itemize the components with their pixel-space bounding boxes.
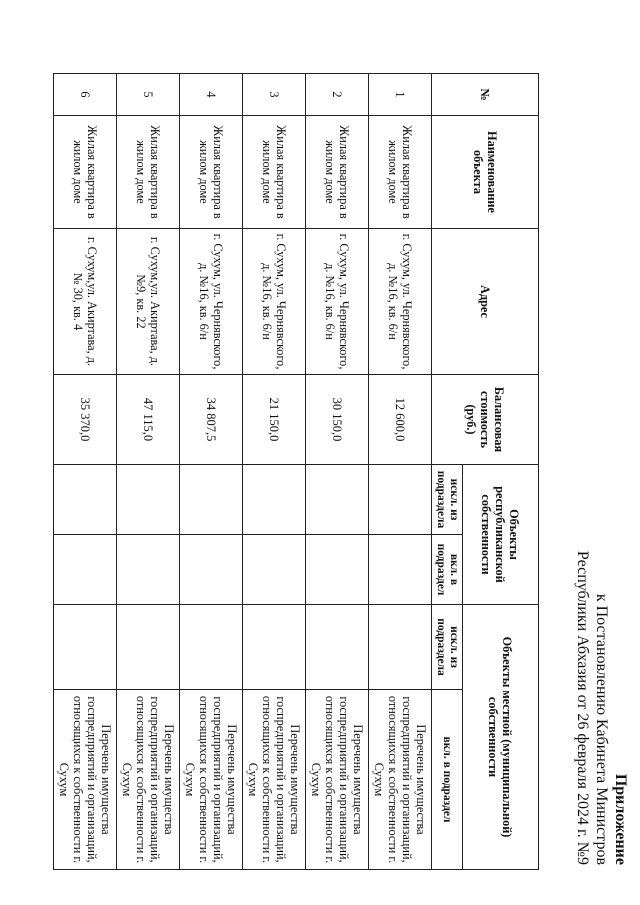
cell-no: 4: [180, 74, 243, 116]
cell-address: г. Сухум,ул. Акиртава, д. №9, кв. 22: [117, 229, 180, 375]
cell-rep-incl: [369, 535, 432, 605]
col-header-cost: Балансовая стоимость (руб.): [432, 375, 539, 465]
cell-rep-incl: [54, 535, 117, 605]
cell-mun-excl: [117, 605, 180, 690]
cell-no: 2: [306, 74, 369, 116]
cell-rep-incl: [306, 535, 369, 605]
cell-name: Жилая квартира в жилом доме: [243, 116, 306, 229]
cell-mun-excl: [306, 605, 369, 690]
cell-rep-excl: [117, 465, 180, 535]
col-header-rep-incl: вкл. в подраздел: [432, 535, 463, 605]
table-row: [243, 74, 306, 870]
table-row: [306, 74, 369, 870]
col-header-rep-excl: искл. из подраздела: [432, 465, 463, 535]
col-header-mun-excl: искл. из подраздела: [432, 605, 463, 690]
cell-mun-incl: Перечень имущества госпредприятий и организаций, относящихся к собственности г. Сухум: [243, 690, 306, 870]
cell-mun-incl: Перечень имущества госпредприятий и организаций, относящихся к собственности г. Сухум: [369, 690, 432, 870]
cell-cost: 12 600,0: [369, 375, 432, 465]
col-header-mun-incl: вкл. в подраздел: [432, 690, 463, 870]
appendix-title: Приложение: [612, 773, 629, 865]
cell-rep-excl: [369, 465, 432, 535]
col-header-address: Адрес: [432, 229, 539, 375]
cell-cost: 30 150,0: [306, 375, 369, 465]
table-row: [54, 74, 117, 870]
cell-name: Жилая квартира в жилом доме: [180, 116, 243, 229]
cell-cost: 34 807,5: [180, 375, 243, 465]
cell-mun-incl: Перечень имущества госпредприятий и организаций, относящихся к собственности г. Сухум: [54, 690, 117, 870]
cell-rep-incl: [117, 535, 180, 605]
cell-address: г. Сухум, ул. Чернявского, д. №16, кв. 6/н: [243, 229, 306, 375]
cell-rep-excl: [306, 465, 369, 535]
cell-no: 5: [117, 74, 180, 116]
cell-rep-incl: [243, 535, 306, 605]
col-header-republic: Объекты республиканской собственности: [463, 465, 539, 605]
cell-no: 6: [54, 74, 117, 116]
cell-name: Жилая квартира в жилом доме: [117, 116, 180, 229]
cell-rep-excl: [54, 465, 117, 535]
cell-rep-incl: [180, 535, 243, 605]
col-header-name: Наименование объекта: [432, 116, 539, 229]
cell-mun-excl: [180, 605, 243, 690]
col-header-no: №: [432, 74, 539, 116]
cell-no: 1: [369, 74, 432, 116]
table-row: [117, 74, 180, 870]
cell-rep-excl: [243, 465, 306, 535]
cell-mun-incl: Перечень имущества госпредприятий и организаций, относящихся к собственности г. Сухум: [180, 690, 243, 870]
cell-no: 3: [243, 74, 306, 116]
appendix-line-1: к Постановлению Кабинета Министров: [593, 593, 610, 865]
cell-name: Жилая квартира в жилом доме: [54, 116, 117, 229]
appendix-header: [573, 551, 630, 865]
cell-cost: 21 150,0: [243, 375, 306, 465]
col-header-municipal: Объекты местной (муниципальной) собственности: [463, 605, 539, 870]
cell-rep-excl: [180, 465, 243, 535]
cell-address: г. Сухум, ул. Чернявского, д. №16, кв. 6/н: [306, 229, 369, 375]
cell-cost: 35 370,0: [54, 375, 117, 465]
cell-name: Жилая квартира в жилом доме: [306, 116, 369, 229]
cell-cost: 47 115,0: [117, 375, 180, 465]
cell-mun-excl: [243, 605, 306, 690]
table-row: [369, 74, 432, 870]
appendix-line-2: Республики Абхазия от 26 февраля 2024 г. №9: [574, 550, 591, 865]
table-row: [180, 74, 243, 870]
cell-name: Жилая квартира в жилом доме: [369, 116, 432, 229]
cell-mun-incl: Перечень имущества госпредприятий и организаций, относящихся к собственности г. Сухум: [306, 690, 369, 870]
cell-mun-excl: [54, 605, 117, 690]
cell-address: г. Сухум, ул. Чернявского, д. №16, кв. 6/н: [180, 229, 243, 375]
table-header-row: [463, 74, 539, 870]
cell-mun-incl: Перечень имущества госпредприятий и организаций, относящихся к собственности г. Сухум: [117, 690, 180, 870]
cell-address: г. Сухум, ул. Чернявского, д. №16, кв. 6/н: [369, 229, 432, 375]
property-table: [53, 73, 539, 870]
cell-address: г. Сухум,ул. Акиртава, д. № 30, кв. 4: [54, 229, 117, 375]
cell-mun-excl: [369, 605, 432, 690]
